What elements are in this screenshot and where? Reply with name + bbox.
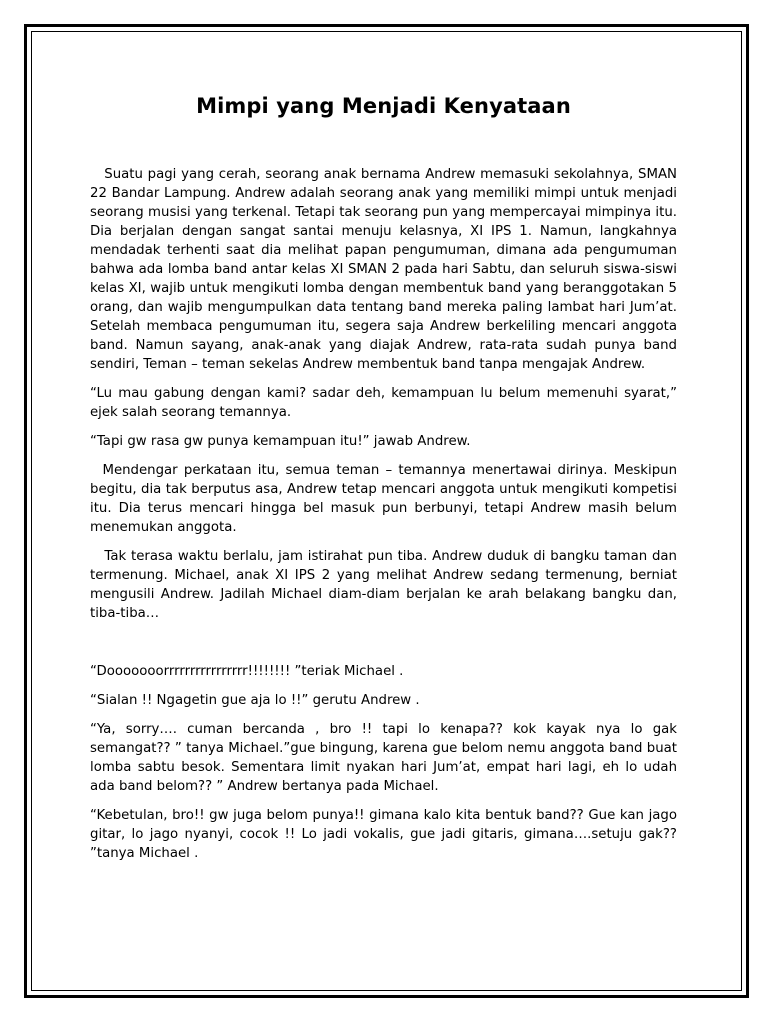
paragraph-laughter: Mendengar perkataan itu, semua teman – temannya menertawai dirinya. Meskipun begitu, dia tak berputus asa, Andrew tetap mencari anggota untuk mengikuti kompetisi itu. Dia terus mencari hingga bel masuk pun berbunyi, tetapi Andrew masih belum menemukan anggota. xyxy=(90,463,682,535)
paragraph-andrew-grumble: “Sialan !! Ngagetin gue aja lo !!” gerutu Andrew . xyxy=(90,693,420,708)
paragraph-conversation: “Ya, sorry…. cuman bercanda , bro !! tapi lo kenapa?? kok kayak nya lo gak semangat?? ” tanya Michael.”gue bingung, karena gue belom nemu anggota band buat lomba sabtu besok. Sementara limit nyakan hari Jum’at, empat hari lagi, eh lo udah ada band belom?? ” Andrew bertanya pada Michael. xyxy=(90,722,682,794)
document-body xyxy=(90,92,682,863)
paragraph-michael-shout: “Dooooooorrrrrrrrrrrrrrrr!!!!!!!! ”teriak Michael . xyxy=(90,664,404,679)
paragraph-dialogue-reply: “Tapi gw rasa gw punya kemampuan itu!” jawab Andrew. xyxy=(90,434,471,449)
paragraph-dialogue-taunt: “Lu mau gabung dengan kami? sadar deh, kemampuan lu belum memenuhi syarat,” ejek salah seorang temannya. xyxy=(90,386,682,420)
document-title: Mimpi yang Menjadi Kenyataan xyxy=(196,94,571,118)
paragraph-intro: Suatu pagi yang cerah, seorang anak bernama Andrew memasuki sekolahnya, SMAN 22 Bandar Lampung. Andrew adalah seorang anak yang memiliki mimpi untuk menjadi seorang musisi yang terkenal. Tetapi tak seorang pun yang mempercayai mimpinya itu. Dia berjalan dengan sangat santai menuju kelasnya, XI IPS 1. Namun, langkahnya mendadak terhenti saat dia melihat papan pengumuman, dimana ada pengumuman bahwa ada lomba band antar kelas XI SMAN 2 pada hari Sabtu, dan seluruh siswa-siswi kelas XI, wajib untuk mengikuti lomba dengan membentuk band yang beranggotakan 5 orang, dan wajib mengumpulkan data tentang band mereka paling lambat hari Jum’at. Setelah membaca pengumuman itu, segera saja Andrew berkeliling mencari anggota band. Namun sayang, anak-anak yang diajak Andrew, rata-rata sudah punya band sendiri, Teman – teman sekelas Andrew membentuk band tanpa mengajak Andrew. xyxy=(90,167,682,372)
paragraph-break-time: Tak terasa waktu berlalu, jam istirahat pun tiba. Andrew duduk di bangku taman dan termenung. Michael, anak XI IPS 2 yang melihat Andrew sedang termenung, berniat mengusili Andrew. Jadilah Michael diam-diam berjalan ke arah belakang bangku dan, tiba-tiba… xyxy=(90,549,682,621)
paragraph-band-offer: “Kebetulan, bro!! gw juga belom punya!! gimana kalo kita bentuk band?? Gue kan jago gitar, lo jago nyanyi, cocok !! Lo jadi vokalis, gue jadi gitaris, gimana….setuju gak?? ”tanya Michael . xyxy=(90,808,682,861)
